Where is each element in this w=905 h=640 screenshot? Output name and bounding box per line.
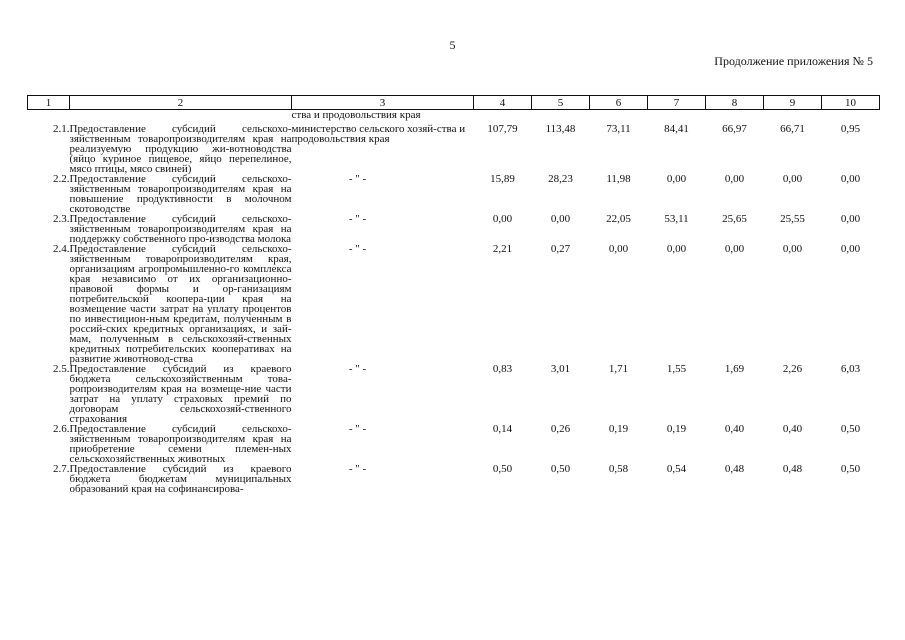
value-cell: 2,26: [782, 363, 803, 375]
value-cell: 113,48: [545, 123, 576, 135]
column-header: 8: [706, 96, 764, 110]
row-description: Предоставление субсидий сельскохо-зяйственным товаропроизводителям края, организациям агропромышленно-го комплекса края независимо от их организационно-правовой формы и ор-ганизациям потребительской коопера-ции края на возмещение части затрат на уплату процентов по инвестицион-ным кредитам, полученным в россий-ских кредитных организациях, и зай-мам, полученным в сельскохозяй-ственных кредитных потребительских кооперативах на развитие животновод-ства: [69, 243, 292, 365]
value-cell: 0,95: [840, 123, 861, 135]
row-description: Предоставление субсидий из краевого бюджета сельскохозяйственным това-ропроизводителям края на возмеще-ние части затрат на уплату страховых премий по договорам сельскохозяй-ственного страхования: [69, 363, 292, 425]
table-row: [28, 244, 880, 364]
table-row: [28, 364, 880, 424]
row-index: 2.1.: [53, 123, 70, 135]
value-cell: 6,03: [840, 363, 861, 375]
carryover-row: [28, 110, 880, 125]
row-executor: - " -: [348, 423, 367, 435]
row-description: Предоставление субсидий сельскохо-зяйственным товаропроизводителям края на реализуемую продукцию жи-вотноводства (яйцо куриное пищевое, яйцо перепелиное, мясо птицы, мясо свиней): [69, 123, 292, 175]
value-cell: 53,11: [664, 213, 689, 225]
value-cell: 22,05: [606, 213, 631, 225]
value-cell: 0,50: [550, 463, 571, 475]
column-header: 7: [648, 96, 706, 110]
row-index: 2.2.: [53, 173, 70, 185]
value-cell: 0,40: [724, 423, 745, 435]
continuation-label: Продолжение приложения № 5: [714, 54, 873, 68]
value-cell: 3,01: [550, 363, 571, 375]
value-cell: 0,00: [782, 173, 803, 185]
row-executor: - " -: [348, 213, 367, 225]
carryover-empty: [70, 110, 292, 125]
value-cell: 84,41: [664, 123, 689, 135]
table-row: [28, 214, 880, 244]
table-row: [28, 124, 880, 174]
value-cell: 1,55: [666, 363, 687, 375]
carryover-empty: [28, 110, 70, 125]
row-executor: - " -: [348, 463, 367, 475]
value-cell: 0,00: [840, 213, 861, 225]
row-executor: - " -: [348, 363, 367, 375]
value-cell: 0,00: [840, 173, 861, 185]
value-cell: 66,71: [780, 123, 805, 135]
value-cell: 0,54: [666, 463, 687, 475]
row-executor: - " -: [348, 243, 367, 255]
value-cell: 0,19: [666, 423, 687, 435]
value-cell: 0,48: [782, 463, 803, 475]
row-description: Предоставление субсидий сельскохо-зяйственным товаропроизводителям края на приобретение семени племен-ных сельскохозяйственных животных: [69, 423, 292, 465]
value-cell: 0,14: [492, 423, 513, 435]
row-description: Предоставление субсидий сельскохо-зяйственным товаропроизводителям края на поддержку собственного про-изводства молока: [69, 213, 292, 245]
value-cell: 11,98: [606, 173, 631, 185]
page-number: 5: [449, 38, 456, 52]
value-cell: 28,23: [548, 173, 573, 185]
row-index: 2.5.: [53, 363, 70, 375]
column-header: 4: [474, 96, 532, 110]
value-cell: 25,55: [780, 213, 805, 225]
value-cell: 0,00: [724, 243, 745, 255]
table-row: [28, 174, 880, 214]
value-cell: 0,40: [782, 423, 803, 435]
column-header: 6: [590, 96, 648, 110]
value-cell: 2,21: [492, 243, 513, 255]
value-cell: 66,97: [722, 123, 747, 135]
column-header: 3: [292, 96, 474, 110]
value-cell: 0,50: [840, 423, 861, 435]
value-cell: 0,00: [782, 243, 803, 255]
value-cell: 0,00: [550, 213, 571, 225]
row-executor: - " -: [348, 173, 367, 185]
data-table: [27, 95, 880, 494]
value-cell: 0,00: [608, 243, 629, 255]
value-cell: 0,27: [550, 243, 571, 255]
value-cell: 0,83: [492, 363, 513, 375]
row-index: 2.6.: [53, 423, 70, 435]
value-cell: 1,69: [724, 363, 745, 375]
value-cell: 0,19: [608, 423, 629, 435]
column-header: 10: [822, 96, 880, 110]
value-cell: 0,00: [724, 173, 745, 185]
value-cell: 107,79: [487, 123, 518, 135]
value-cell: 0,00: [840, 243, 861, 255]
row-index: 2.3.: [53, 213, 70, 225]
value-cell: 1,71: [608, 363, 629, 375]
value-cell: 0,50: [492, 463, 513, 475]
value-cell: 25,65: [722, 213, 747, 225]
row-executor: министерство сельского хозяй-ства и продовольствия края: [291, 123, 466, 145]
table-row: [28, 464, 880, 494]
row-description: Предоставление субсидий сельскохо-зяйственным товаропроизводителям края на повышение продуктивности в молочном скотоводстве: [69, 173, 292, 215]
value-cell: 73,11: [606, 123, 631, 135]
value-cell: 0,58: [608, 463, 629, 475]
value-cell: 0,00: [666, 243, 687, 255]
value-cell: 0,00: [666, 173, 687, 185]
value-cell: 0,48: [724, 463, 745, 475]
column-header: 5: [532, 96, 590, 110]
column-header: 2: [70, 96, 292, 110]
row-index: 2.7.: [53, 463, 70, 475]
row-description: Предоставление субсидий из краевого бюджета бюджетам муниципальных образований края на софинансирова-: [69, 463, 292, 495]
table-row: [28, 424, 880, 464]
value-cell: 15,89: [490, 173, 515, 185]
value-cell: 0,50: [840, 463, 861, 475]
row-index: 2.4.: [53, 243, 70, 255]
carryover-text: ства и продовольствия края: [291, 109, 421, 121]
value-cell: 0,26: [550, 423, 571, 435]
column-header: 1: [28, 96, 70, 110]
header-row: [28, 96, 880, 110]
value-cell: 0,00: [492, 213, 513, 225]
column-header: 9: [764, 96, 822, 110]
